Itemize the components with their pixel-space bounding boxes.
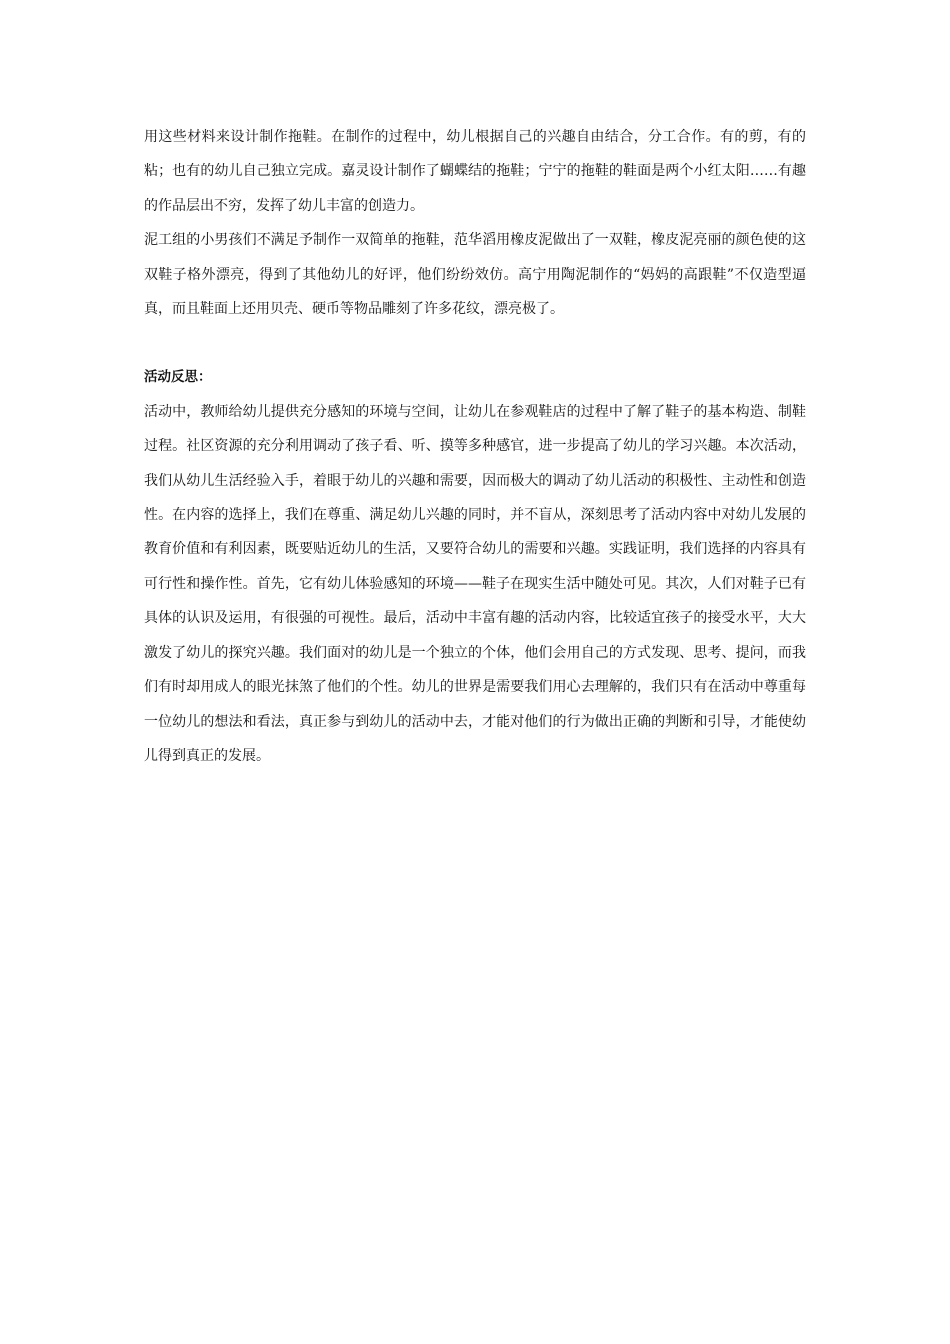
section-heading-reflection: 活动反思： bbox=[144, 369, 212, 386]
paragraph-making-slippers: 用这些材料来设计制作拖鞋。在制作的过程中，幼儿根据自己的兴趣自由结合，分工合作。有的剪，有的粘；也有的幼儿自己独立完成。嘉灵设计制作了蝴蝶结的拖鞋；宁宁的拖鞋的鞋面是两个小红太阳……有趣的作品层出不穷，发挥了幼儿丰富的创造力。 bbox=[144, 129, 806, 214]
paragraph-reflection: 活动中，教师给幼儿提供充分感知的环境与空间，让幼儿在参观鞋店的过程中了解了鞋子的基本构造、制鞋过程。社区资源的充分利用调动了孩子看、听、摸等多种感官，进一步提高了幼儿的学习兴趣。本次活动，我们从幼儿生活经验入手，着眼于幼儿的兴趣和需要，因而极大的调动了幼儿活动的积极性、主动性和创造性。在内容的选择上，我们在尊重、满足幼儿兴趣的同时，并不盲从，深刻思考了活动内容中对幼儿发展的教育价值和有利因素，既要贴近幼儿的生活，又要符合幼儿的需要和兴趣。实践证明，我们选择的内容具有可行性和操作性。首先，它有幼儿体验感知的环境——鞋子在现实生活中随处可见。其次，人们对鞋子已有具体的认识及运用，有很强的可视性。最后，活动中丰富有趣的活动内容，比较适宜孩子的接受水平，大大激发了幼儿的探究兴趣。我们面对的幼儿是一个独立的个体，他们会用自己的方式发现、思考、提问，而我们有时却用成人的眼光抹煞了他们的个性。幼儿的世界是需要我们用心去理解的，我们只有在活动中尊重每一位幼儿的想法和看法，真正参与到幼儿的活动中去，才能对他们的行为做出正确的判断和引导，才能使幼儿得到真正的发展。 bbox=[144, 403, 806, 764]
document-page bbox=[144, 120, 806, 773]
paragraph-spacer bbox=[144, 326, 806, 360]
paragraph-clay-group: 泥工组的小男孩们不满足予制作一双简单的拖鞋，范华滔用橡皮泥做出了一双鞋，橡皮泥亮丽的颜色使的这双鞋子格外漂亮，得到了其他幼儿的好评，他们纷纷效仿。高宁用陶泥制作的“妈妈的高跟鞋”不仅造型逼真，而且鞋面上还用贝壳、硬币等物品雕刻了许多花纹，漂亮极了。 bbox=[144, 232, 806, 318]
